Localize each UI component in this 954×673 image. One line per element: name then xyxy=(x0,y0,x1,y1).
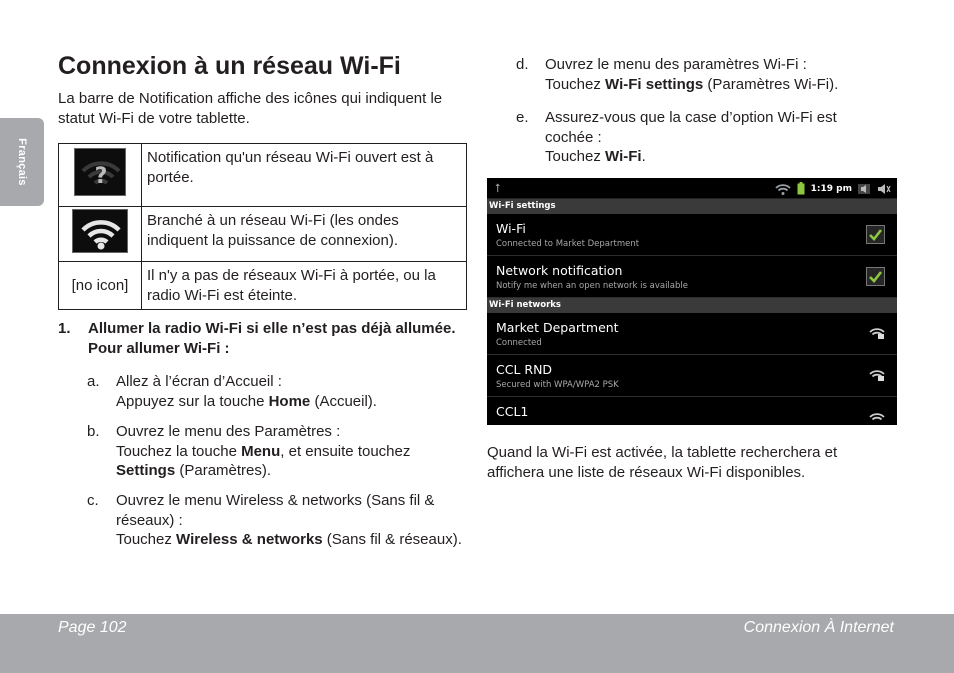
speaker-muted-icon xyxy=(858,183,871,195)
clock: 1:19 pm xyxy=(810,183,852,194)
wifi-settings-screenshot xyxy=(487,178,897,425)
closing-paragraph: Quand la Wi-Fi est activée, la tablette recherchera et affichera une liste de réseaux Wi-Fi disponibles. xyxy=(487,444,838,481)
wifi-connected-icon xyxy=(72,209,128,253)
icon-description: Il n'y a pas de réseaux Wi-Fi à portée, ou la radio Wi-Fi est éteinte. xyxy=(142,262,467,310)
table-row xyxy=(59,262,467,310)
step-1: 1. Allumer la radio Wi-Fi si elle n’est pas déjà allumée. Pour allumer Wi-Fi : xyxy=(58,320,456,357)
wifi-signal-icon xyxy=(775,183,791,195)
page-footer xyxy=(0,614,954,673)
table-row xyxy=(59,144,467,207)
substep-d: d. Ouvrez le menu des paramètres Wi-Fi : Touchez Wi-Fi settings (Paramètres Wi-Fi). xyxy=(516,56,839,93)
page-number: Page 102 xyxy=(58,619,127,636)
volume-icon xyxy=(877,183,891,195)
battery-icon xyxy=(797,182,805,195)
svg-text:?: ? xyxy=(94,164,108,190)
settings-header: Wi-Fi settings xyxy=(487,199,897,214)
wifi-checkbox[interactable] xyxy=(866,225,885,244)
intro-paragraph: La barre de Notification affiche des icônes qui indiquent le statut Wi-Fi de votre tablette. xyxy=(58,90,443,127)
wifi-icon xyxy=(869,411,885,425)
wifi-locked-icon xyxy=(869,368,885,382)
substep-b: b. Ouvrez le menu des Paramètres : Touchez la touche Menu, et ensuite touchez Settings (Paramètres). xyxy=(87,423,411,479)
status-bar xyxy=(487,178,897,199)
page-title: Connexion à un réseau Wi-Fi xyxy=(58,52,401,80)
icon-description: Branché à un réseau Wi-Fi (les ondes indiquent la puissance de connexion). xyxy=(142,207,467,262)
wifi-toggle-row[interactable]: Wi-Fi Connected to Market Department xyxy=(487,214,897,256)
language-side-tab xyxy=(0,118,44,206)
table-row xyxy=(59,207,467,262)
network-notification-row[interactable]: Network notification Notify me when an open network is available xyxy=(487,256,897,298)
substep-c: c. Ouvrez le menu Wireless & networks (Sans fil & réseaux) : Touchez Wireless & networks (Sans fil & réseaux). xyxy=(87,492,462,548)
network-notification-checkbox[interactable] xyxy=(866,267,885,286)
usb-icon: ⭡ xyxy=(495,181,501,195)
checkmark-icon xyxy=(867,226,884,243)
chapter-title: Connexion À Internet xyxy=(743,619,894,636)
network-item-ccl-rnd[interactable]: CCL RND Secured with WPA/WPA2 PSK xyxy=(487,355,897,397)
substep-e: e. Assurez-vous que la case d’option Wi-Fi est cochée : Touchez Wi-Fi. xyxy=(516,109,837,165)
wifi-locked-icon xyxy=(869,326,885,340)
checkmark-icon xyxy=(867,268,884,285)
network-item-ccl1[interactable]: CCL1 xyxy=(487,397,897,425)
no-icon-label: [no icon] xyxy=(71,276,129,294)
wifi-open-available-icon xyxy=(74,148,126,196)
language-label: Français xyxy=(16,138,28,186)
network-item-market-department[interactable]: Market Department Connected xyxy=(487,313,897,355)
networks-header: Wi-Fi networks xyxy=(487,298,897,313)
wifi-status-icon-table xyxy=(58,143,467,310)
substep-a: a. Allez à l’écran d’Accueil : Appuyez sur la touche Home (Accueil). xyxy=(87,373,377,410)
icon-description: Notification qu'un réseau Wi-Fi ouvert est à portée. xyxy=(142,144,467,207)
